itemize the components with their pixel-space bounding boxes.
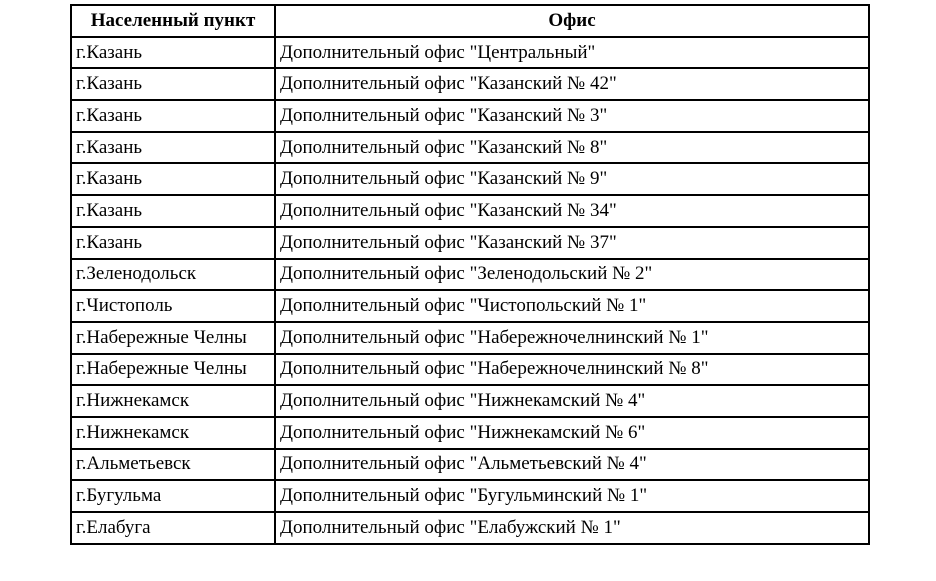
header-locality: Населенный пункт [71, 5, 275, 37]
table-row [71, 163, 869, 195]
office-cell: Дополнительный офис "Казанский № 42" [275, 68, 869, 100]
table-row [71, 68, 869, 100]
office-cell: Дополнительный офис "Центральный" [275, 37, 869, 69]
table-row [71, 322, 869, 354]
locality-cell: г.Набережные Челны [71, 354, 275, 386]
locality-cell: г.Бугульма [71, 480, 275, 512]
offices-table [70, 4, 870, 545]
locality-cell: г.Казань [71, 37, 275, 69]
table-row [71, 227, 869, 259]
office-cell: Дополнительный офис "Набережночелнинский № 8" [275, 354, 869, 386]
table-row [71, 259, 869, 291]
header-office: Офис [275, 5, 869, 37]
locality-cell: г.Нижнекамск [71, 385, 275, 417]
locality-cell: г.Зеленодольск [71, 259, 275, 291]
table-row [71, 100, 869, 132]
office-cell: Дополнительный офис "Казанский № 8" [275, 132, 869, 164]
table-row [71, 449, 869, 481]
table-row [71, 512, 869, 544]
locality-cell: г.Казань [71, 132, 275, 164]
locality-cell: г.Казань [71, 195, 275, 227]
office-cell: Дополнительный офис "Казанский № 37" [275, 227, 869, 259]
office-cell: Дополнительный офис "Нижнекамский № 6" [275, 417, 869, 449]
office-cell: Дополнительный офис "Казанский № 34" [275, 195, 869, 227]
table-row [71, 385, 869, 417]
office-cell: Дополнительный офис "Альметьевский № 4" [275, 449, 869, 481]
locality-cell: г.Казань [71, 163, 275, 195]
table-row [71, 290, 869, 322]
office-cell: Дополнительный офис "Чистопольский № 1" [275, 290, 869, 322]
locality-cell: г.Нижнекамск [71, 417, 275, 449]
table-row [71, 480, 869, 512]
table-header-row [71, 5, 869, 37]
office-cell: Дополнительный офис "Набережночелнинский № 1" [275, 322, 869, 354]
office-cell: Дополнительный офис "Казанский № 9" [275, 163, 869, 195]
locality-cell: г.Казань [71, 227, 275, 259]
locality-cell: г.Альметьевск [71, 449, 275, 481]
locality-cell: г.Казань [71, 68, 275, 100]
locality-cell: г.Чистополь [71, 290, 275, 322]
table-row [71, 195, 869, 227]
office-cell: Дополнительный офис "Бугульминский № 1" [275, 480, 869, 512]
office-cell: Дополнительный офис "Нижнекамский № 4" [275, 385, 869, 417]
office-cell: Дополнительный офис "Зеленодольский № 2" [275, 259, 869, 291]
locality-cell: г.Казань [71, 100, 275, 132]
table-row [71, 354, 869, 386]
office-cell: Дополнительный офис "Казанский № 3" [275, 100, 869, 132]
table-row [71, 132, 869, 164]
table-row [71, 417, 869, 449]
table-row [71, 37, 869, 69]
locality-cell: г.Елабуга [71, 512, 275, 544]
office-cell: Дополнительный офис "Елабужский № 1" [275, 512, 869, 544]
locality-cell: г.Набережные Челны [71, 322, 275, 354]
